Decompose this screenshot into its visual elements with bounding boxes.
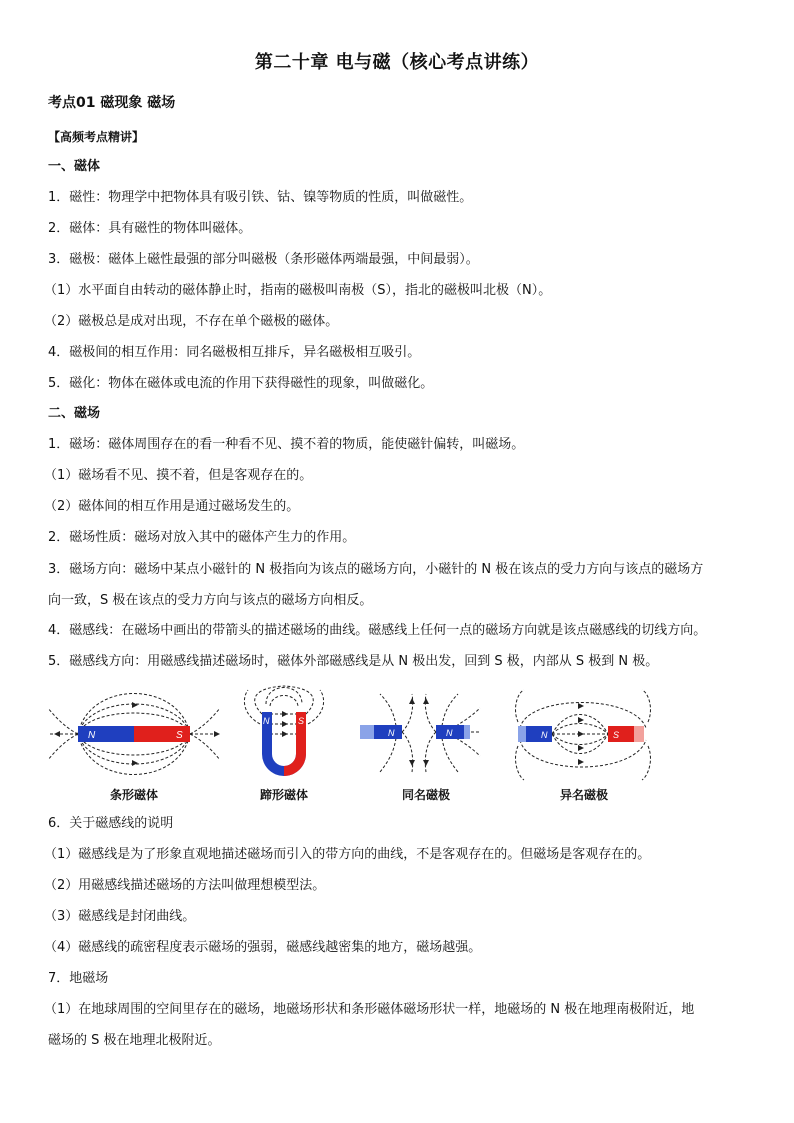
text-line: （3）磁感线是封闭曲线。 xyxy=(44,909,196,924)
pole-n-label: N xyxy=(88,730,96,741)
text-line: 5．磁感线方向：用磁感线描述磁场时，磁体外部磁感线是从 N 极出发，回到 S 极，内部从 S 极到 N 极。 xyxy=(48,654,659,669)
text-line: 4．磁极间的相互作用：同名磁极相互排斥，异名磁极相互吸引。 xyxy=(48,345,421,360)
opposite-pole-s xyxy=(608,726,634,742)
text-line: （2）用磁感线描述磁场的方法叫做理想模型法。 xyxy=(44,878,326,893)
text-line: （2）磁体间的相互作用是通过磁场发生的。 xyxy=(44,499,300,514)
same-poles-caption: 同名磁极 xyxy=(401,788,450,802)
horseshoe-magnet-figure xyxy=(236,684,332,784)
text-line: 2．磁体：具有磁性的物体叫磁体。 xyxy=(48,221,252,236)
heading-field: 二、磁场 xyxy=(48,406,101,421)
opposite-poles-figure xyxy=(508,688,660,784)
pole-n-label: N xyxy=(263,716,270,726)
pole-n-label: N xyxy=(388,728,395,738)
text-line: （1）磁感线是为了形象直观地描述磁场而引入的带方向的曲线，不是客观存在的。但磁场是客观存在的。 xyxy=(44,847,651,862)
opposite-pole-n xyxy=(526,726,552,742)
text-line: 5．磁化：物体在磁体或电流的作用下获得磁性的现象，叫做磁化。 xyxy=(48,376,434,391)
section-tag: 【高频考点精讲】 xyxy=(48,130,145,144)
bar-magnet-figure xyxy=(44,688,224,784)
text-line: 磁场的 S 极在地理北极附近。 xyxy=(48,1033,221,1048)
text-line: 6．关于磁感线的说明 xyxy=(48,816,174,831)
pole-n-label: N xyxy=(541,730,548,740)
north-pole-block xyxy=(78,726,134,742)
text-line: （1）在地球周围的空间里存在的磁场，地磁场形状和条形磁体磁场形状一样，地磁场的 N 极在地理南极附近，地 xyxy=(44,1002,695,1017)
text-line: （1）磁场看不见、摸不着，但是客观存在的。 xyxy=(44,468,313,483)
page-title: 第二十章 电与磁（核心考点讲练） xyxy=(254,52,540,73)
text-line: 3．磁场方向：磁场中某点小磁针的 N 极指向为该点的磁场方向，小磁针的 N 极在该点的受力方向与该点的磁场方 xyxy=(48,562,704,577)
pole-s-label: S xyxy=(176,730,183,741)
same-poles-figure xyxy=(356,692,486,782)
pole-n-label: N xyxy=(446,728,453,738)
text-line: 1．磁场：磁体周围存在的看一种看不见、摸不着的物质，能使磁针偏转，叫磁场。 xyxy=(48,437,525,452)
bar-magnet-caption: 条形磁体 xyxy=(109,788,158,802)
horseshoe-magnet-caption: 蹄形磁体 xyxy=(259,788,308,802)
text-line: 1．磁性：物理学中把物体具有吸引铁、钴、镍等物质的性质，叫做磁性。 xyxy=(48,190,473,205)
text-line: （2）磁极总是成对出现，不存在单个磁极的磁体。 xyxy=(44,314,339,329)
text-line: 向一致，S 极在该点的受力方向与该点的磁场方向相反。 xyxy=(48,593,373,608)
pole-s-label: S xyxy=(613,730,620,740)
text-line: 3．磁极：磁体上磁性最强的部分叫磁极（条形磁体两端最强，中间最弱）。 xyxy=(48,252,479,267)
text-line: 4．磁感线：在磁场中画出的带箭头的描述磁场的曲线。磁感线上任何一点的磁场方向就是该点磁感线的切线方向。 xyxy=(48,623,707,638)
text-line: （1）水平面自由转动的磁体静止时，指南的磁极叫南极（S），指北的磁极叫北极（N）。 xyxy=(44,283,552,298)
text-line: 2．磁场性质：磁场对放入其中的磁体产生力的作用。 xyxy=(48,530,356,545)
text-line: 7．地磁场 xyxy=(48,971,109,986)
heading-magnet: 一、磁体 xyxy=(48,159,101,174)
kaodian-heading: 考点01 磁现象 磁场 xyxy=(48,95,176,111)
pole-s-label: S xyxy=(298,716,305,726)
opposite-poles-caption: 异名磁极 xyxy=(559,788,608,802)
text-line: （4）磁感线的疏密程度表示磁场的强弱，磁感线越密集的地方，磁场越强。 xyxy=(44,940,482,955)
